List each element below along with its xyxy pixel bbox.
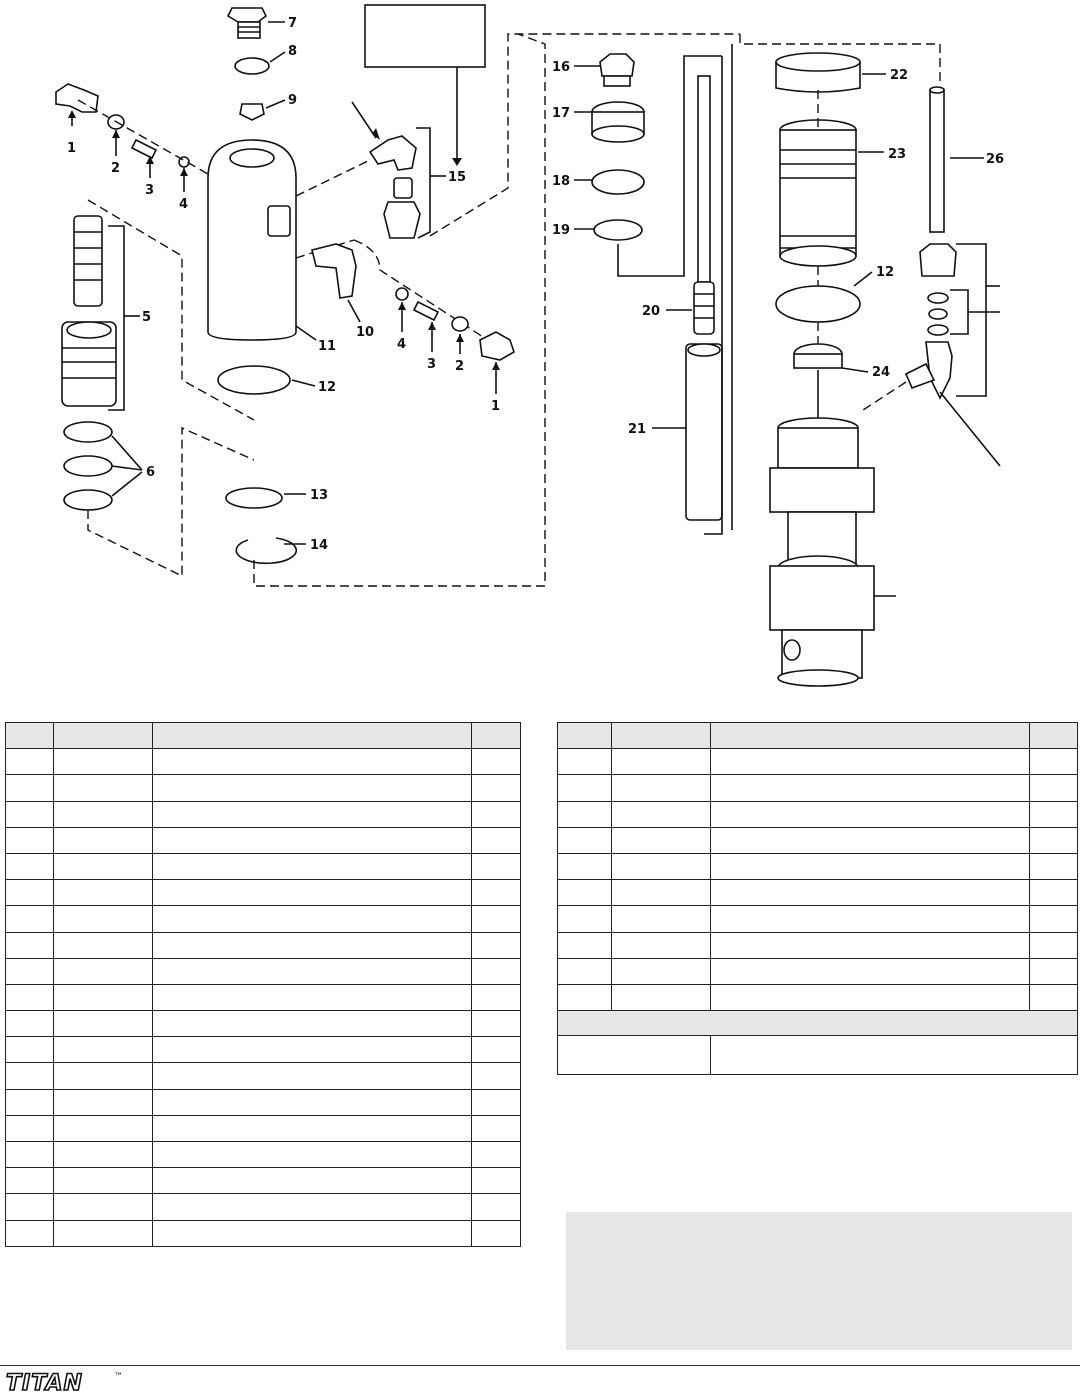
blank-label-box — [365, 5, 485, 67]
table-row — [6, 749, 521, 775]
table-row — [6, 984, 521, 1010]
table-cell — [711, 749, 1030, 775]
table-cell — [612, 801, 711, 827]
table-cell — [54, 1168, 153, 1194]
table-cell — [153, 1115, 472, 1141]
table-cell — [54, 1037, 153, 1063]
table-cell — [54, 1089, 153, 1115]
table-cell — [1030, 958, 1078, 984]
table-cell — [6, 1089, 54, 1115]
table-cell — [612, 906, 711, 932]
table-cell — [153, 827, 472, 853]
table-cell — [6, 1194, 54, 1220]
table-cell — [1030, 906, 1078, 932]
callout-4b: 4 — [397, 337, 407, 352]
table-row — [6, 1168, 521, 1194]
table-row — [6, 1089, 521, 1115]
table-cell — [54, 932, 153, 958]
table-header-row — [558, 723, 1078, 749]
table-cell — [153, 853, 472, 879]
table-cell — [54, 775, 153, 801]
part-cylinder — [776, 53, 860, 266]
table-cell — [472, 1168, 521, 1194]
table-cell — [153, 801, 472, 827]
table-header-cell — [1030, 723, 1078, 749]
table-cell — [1030, 880, 1078, 906]
table-cell — [6, 1142, 54, 1168]
parts-list-table-right — [557, 722, 1078, 1075]
table-cell — [6, 1115, 54, 1141]
table-cell — [54, 1063, 153, 1089]
table-header-row — [6, 723, 521, 749]
table-cell — [6, 932, 54, 958]
callout-12b: 12 — [876, 265, 895, 280]
table-cell — [1030, 827, 1078, 853]
table-cell — [711, 984, 1030, 1010]
table-cell — [472, 1220, 521, 1246]
table-cell — [153, 1089, 472, 1115]
table-cell — [711, 801, 1030, 827]
table-cell — [472, 775, 521, 801]
part-elbow-top — [370, 136, 420, 238]
table-row — [6, 932, 521, 958]
table-cell — [558, 801, 612, 827]
logo-trademark: ™ — [114, 1372, 123, 1382]
table-cell — [472, 1011, 521, 1037]
table-cell — [472, 932, 521, 958]
callout-9: 9 — [288, 93, 298, 108]
callout-5: 5 — [142, 310, 152, 325]
callout-11: 11 — [318, 339, 337, 354]
table-cell — [711, 906, 1030, 932]
table-header-cell — [6, 723, 54, 749]
table-cell — [54, 801, 153, 827]
callout-26: 26 — [986, 152, 1005, 167]
table-cell — [558, 853, 612, 879]
table-cell — [711, 1036, 1078, 1075]
table-cell — [6, 1168, 54, 1194]
table-cell — [6, 1037, 54, 1063]
table-cell — [1030, 853, 1078, 879]
table-cell — [1030, 984, 1078, 1010]
callout-8: 8 — [288, 44, 298, 59]
table-row — [558, 984, 1078, 1010]
titan-logo — [4, 1370, 139, 1394]
table-cell — [711, 853, 1030, 879]
table-section-cell — [558, 1011, 1078, 1036]
table-cell — [558, 984, 612, 1010]
table-cell — [472, 801, 521, 827]
table-cell — [558, 1036, 711, 1075]
table-cell — [54, 880, 153, 906]
table-cell — [711, 827, 1030, 853]
callout-17: 17 — [552, 106, 571, 121]
table-cell — [6, 1220, 54, 1246]
table-cell — [558, 932, 612, 958]
table-row — [6, 906, 521, 932]
table-cell — [612, 880, 711, 906]
table-header-cell — [612, 723, 711, 749]
table-cell — [54, 984, 153, 1010]
table-cell — [711, 775, 1030, 801]
part-plug — [228, 8, 266, 38]
table-cell — [54, 958, 153, 984]
callout-1: 1 — [67, 141, 77, 156]
part-valve-cartridge — [62, 216, 116, 406]
table-cell — [6, 984, 54, 1010]
table-cell — [6, 958, 54, 984]
table-header-cell — [558, 723, 612, 749]
table-cell — [6, 827, 54, 853]
table-row — [558, 932, 1078, 958]
table-row — [6, 958, 521, 984]
callout-18: 18 — [552, 174, 571, 189]
part-oring-large — [218, 366, 290, 394]
table-header-cell — [711, 723, 1030, 749]
table-cell — [472, 1142, 521, 1168]
table-row — [558, 801, 1078, 827]
table-row — [558, 880, 1078, 906]
callout-21: 21 — [628, 422, 647, 437]
note-box — [566, 1212, 1072, 1350]
table-cell — [153, 775, 472, 801]
table-row — [6, 1194, 521, 1220]
table-cell — [558, 775, 612, 801]
table-cell — [612, 775, 711, 801]
table-cell — [153, 880, 472, 906]
callout-6: 6 — [146, 465, 156, 480]
part-pump-body — [208, 140, 296, 340]
part-washer — [226, 488, 282, 508]
table-row — [558, 827, 1078, 853]
table-cell — [472, 827, 521, 853]
table-cell — [472, 1115, 521, 1141]
table-cell — [558, 749, 612, 775]
table-cell — [612, 749, 711, 775]
table-cell — [612, 932, 711, 958]
table-cell — [153, 1011, 472, 1037]
table-cell — [472, 1194, 521, 1220]
table-cell — [472, 906, 521, 932]
table-cell — [153, 958, 472, 984]
table-row — [6, 1037, 521, 1063]
table-cell — [6, 749, 54, 775]
table-row — [6, 1220, 521, 1246]
table-cell — [558, 958, 612, 984]
callout-4: 4 — [179, 197, 189, 212]
callout-19: 19 — [552, 223, 571, 238]
table-cell — [6, 880, 54, 906]
table-cell — [6, 775, 54, 801]
table-row — [6, 1011, 521, 1037]
table-cell — [612, 827, 711, 853]
table-cell — [6, 906, 54, 932]
table-cell — [472, 880, 521, 906]
table-header-cell — [54, 723, 153, 749]
table-row — [558, 853, 1078, 879]
table-cell — [6, 1011, 54, 1037]
table-cell — [54, 1194, 153, 1220]
table-cell — [54, 827, 153, 853]
table-cell — [1030, 775, 1078, 801]
table-row — [558, 906, 1078, 932]
table-row — [6, 880, 521, 906]
callout-15: 15 — [448, 170, 467, 185]
table-cell — [153, 1063, 472, 1089]
part-fitting-right — [480, 332, 514, 360]
table-cell — [472, 749, 521, 775]
table-cell — [612, 958, 711, 984]
table-row — [6, 1115, 521, 1141]
part-snap-ring — [236, 538, 296, 563]
table-cell — [54, 906, 153, 932]
callout-22: 22 — [890, 68, 909, 83]
part-packing-stack — [592, 54, 644, 240]
callout-24: 24 — [872, 365, 891, 380]
table-cell — [153, 906, 472, 932]
table-cell — [54, 1142, 153, 1168]
callout-14: 14 — [310, 538, 329, 553]
callout-12: 12 — [318, 380, 337, 395]
table-row — [6, 1142, 521, 1168]
callout-10: 10 — [356, 325, 375, 340]
part-pump-housing — [770, 418, 874, 686]
table-cell — [612, 984, 711, 1010]
part-nut — [240, 104, 264, 120]
footer-rule — [0, 1365, 1080, 1366]
table-cell — [54, 1220, 153, 1246]
table-row — [6, 775, 521, 801]
callout-3: 3 — [145, 183, 155, 198]
table-cell — [153, 1168, 472, 1194]
table-header-cell — [472, 723, 521, 749]
table-cell — [153, 932, 472, 958]
table-cell — [153, 1220, 472, 1246]
table-row — [6, 853, 521, 879]
table-section-row — [558, 1011, 1078, 1036]
table-row — [558, 775, 1078, 801]
callout-2b: 2 — [455, 359, 465, 374]
table-row — [6, 1063, 521, 1089]
part-elbow — [312, 244, 356, 298]
table-header-cell — [153, 723, 472, 749]
table-kit-row — [558, 1036, 1078, 1075]
logo-text: TITAN — [6, 1371, 83, 1394]
table-row — [558, 749, 1078, 775]
table-cell — [472, 1063, 521, 1089]
part-piston-rod — [686, 76, 722, 520]
table-cell — [153, 1037, 472, 1063]
table-cell — [54, 853, 153, 879]
table-row — [6, 827, 521, 853]
table-cell — [1030, 932, 1078, 958]
table-cell — [6, 801, 54, 827]
callout-7: 7 — [288, 16, 298, 31]
table-cell — [153, 984, 472, 1010]
table-cell — [558, 827, 612, 853]
table-cell — [711, 958, 1030, 984]
table-cell — [54, 1011, 153, 1037]
table-row — [6, 801, 521, 827]
table-cell — [711, 932, 1030, 958]
table-cell — [153, 1194, 472, 1220]
table-cell — [612, 853, 711, 879]
callout-16: 16 — [552, 60, 571, 75]
table-cell — [711, 880, 1030, 906]
table-cell — [153, 1142, 472, 1168]
callout-1b: 1 — [491, 399, 501, 414]
callout-13: 13 — [310, 488, 329, 503]
table-cell — [472, 1089, 521, 1115]
table-cell — [1030, 749, 1078, 775]
table-cell — [6, 853, 54, 879]
table-cell — [54, 749, 153, 775]
table-cell — [472, 853, 521, 879]
table-cell — [472, 984, 521, 1010]
table-cell — [472, 1037, 521, 1063]
callout-2: 2 — [111, 161, 121, 176]
part-oring — [235, 58, 269, 74]
table-cell — [1030, 801, 1078, 827]
table-row — [558, 958, 1078, 984]
callout-3b: 3 — [427, 357, 437, 372]
part-tube-assembly — [906, 87, 956, 398]
table-cell — [153, 749, 472, 775]
callout-23: 23 — [888, 147, 907, 162]
table-cell — [472, 958, 521, 984]
parts-list-table-left — [5, 722, 521, 1247]
table-cell — [6, 1063, 54, 1089]
table-cell — [54, 1115, 153, 1141]
table-cell — [558, 880, 612, 906]
table-cell — [558, 906, 612, 932]
callout-20: 20 — [642, 304, 661, 319]
